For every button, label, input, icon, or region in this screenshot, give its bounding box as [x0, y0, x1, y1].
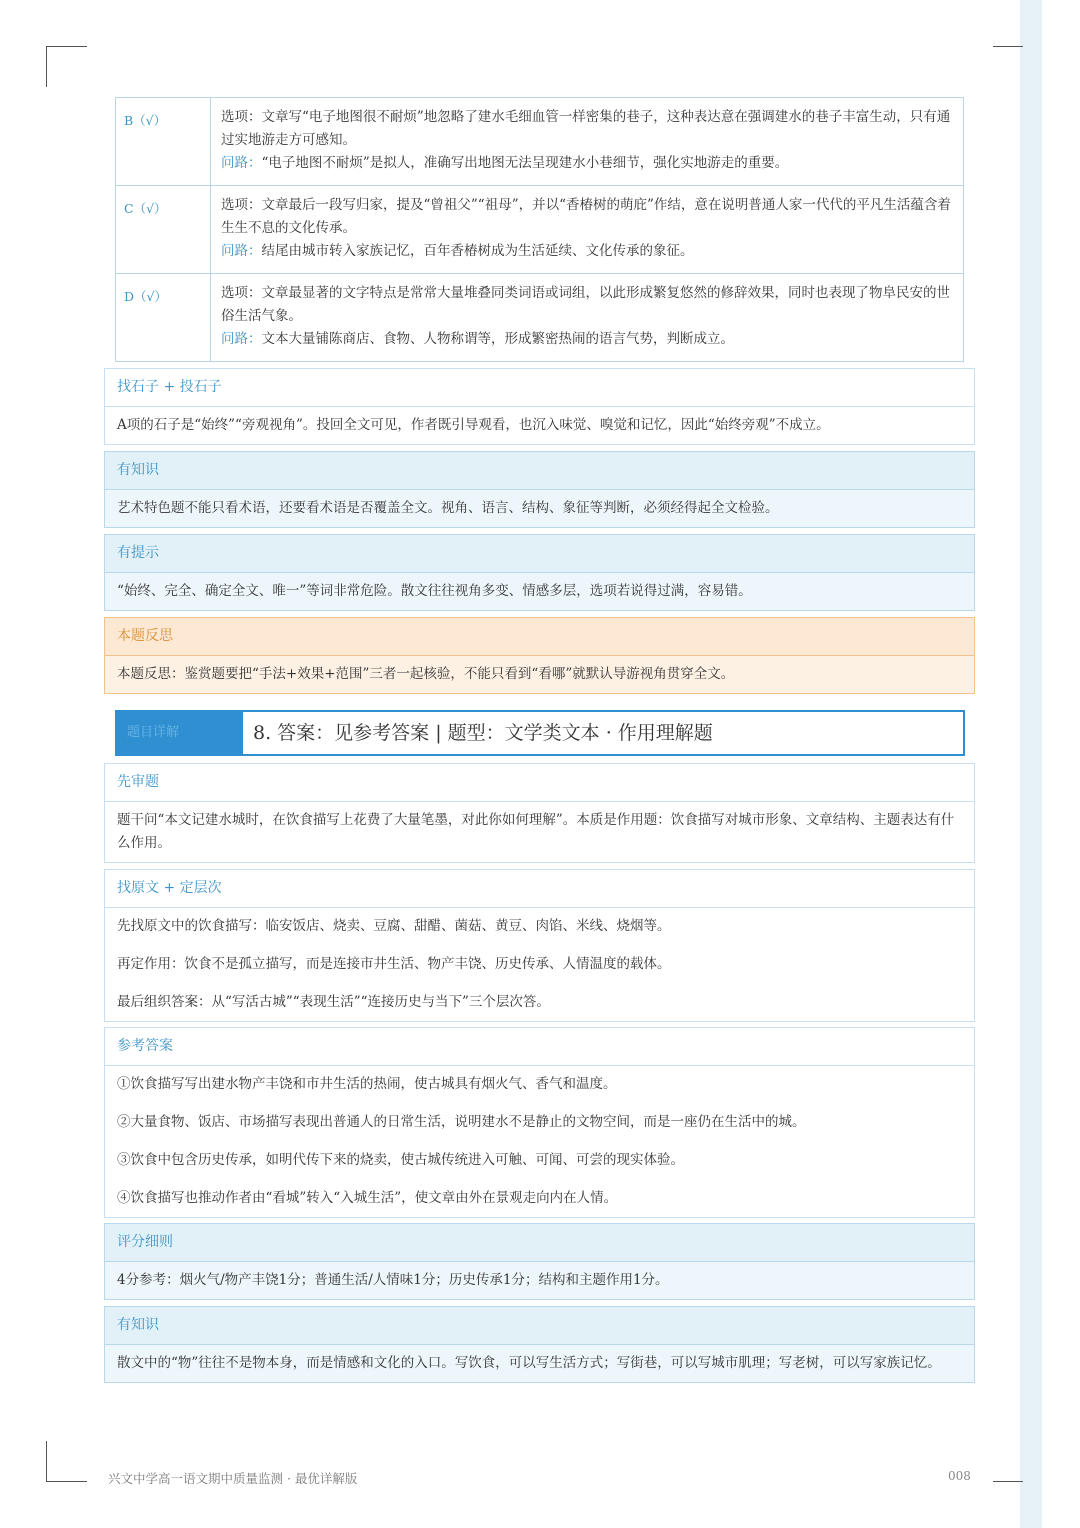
option-body — [211, 274, 964, 362]
option-label: B（√） — [116, 98, 211, 186]
option-row-d — [116, 274, 964, 362]
box-find-stones — [104, 368, 975, 445]
box-text: 散文中的“物”往往不是物本身，而是情感和文化的入口。写饮食，可以写生活方式；写街巷，可以写城市肌理；写老树，可以写家族记忆。 — [105, 1345, 974, 1382]
box-title: 有知识 — [105, 1307, 974, 1345]
crop-mark-bottom-right-h — [993, 1481, 1023, 1482]
box-title: 有提示 — [105, 535, 974, 573]
options-table — [115, 97, 964, 362]
box-scoring — [104, 1223, 975, 1300]
box-text: 本题反思：鉴赏题要把“手法+效果+范围”三者一起核验，不能只看到“看哪”就默认导游视角贯穿全文。 — [105, 656, 974, 693]
option-prefix: 选项： — [221, 197, 262, 213]
crop-mark-top-right-h — [993, 46, 1023, 47]
box-title: 评分细则 — [105, 1224, 974, 1262]
box-line: 先找原文中的饮食描写：临安饭店、烧卖、豆腐、甜醋、菌菇、黄豆、肉馅、米线、烧烟等。 — [117, 918, 671, 934]
box-title: 本题反思 — [105, 618, 974, 656]
box-title: 找原文 + 定层次 — [105, 870, 974, 908]
box-title: 先审题 — [105, 764, 974, 802]
box-line: 最后组织答案：从“写活古城”“表现生活”“连接历史与当下”三个层次答。 — [117, 994, 550, 1010]
option-label: C（√） — [116, 186, 211, 274]
box-line: ④饮食描写也推动作者由“看城”转入“入城生活”，使文章由外在景观走向内在人情。 — [117, 1190, 618, 1206]
box-text: 艺术特色题不能只看术语，还要看术语是否覆盖全文。视角、语言、结构、象征等判断，必须经得起全文检验。 — [105, 490, 974, 527]
hint-text: 文本大量铺陈商店、食物、人物称谓等，形成繁密热闹的语言气势，判断成立。 — [261, 331, 734, 347]
option-text: 文章最后一段写归家，提及“曾祖父”“祖母”，并以“香椿树的萌庇”作结，意在说明普通人家一代代的平凡生活蕴含着生生不息的文化传承。 — [221, 197, 951, 236]
box-body — [105, 1066, 974, 1217]
hint-prefix: 问路： — [221, 243, 262, 259]
option-prefix: 选项： — [221, 285, 262, 301]
question-tag: 题目详解 — [117, 712, 243, 754]
crop-mark-bottom-left-v — [46, 1441, 47, 1482]
question-title: 8. 答案：见参考答案 | 题型：文学类文本 · 作用理解题 — [253, 722, 713, 744]
box-text: “始终、完全、确定全文、唯一”等词非常危险。散文往往视角多变、情感多层，选项若说得过满，容易错。 — [105, 573, 974, 610]
option-body — [211, 186, 964, 274]
box-text: 4分参考：烟火气/物产丰饶1分；普通生活/人情味1分；历史传承1分；结构和主题作用1分。 — [105, 1262, 974, 1299]
box-line: 再定作用：饮食不是孤立描写，而是连接市井生活、物产丰饶、历史传承、人情温度的载体。 — [117, 956, 671, 972]
box-line: ③饮食中包含历史传承，如明代传下来的烧卖，使古城传统进入可触、可闻、可尝的现实体验。 — [117, 1152, 684, 1168]
option-body — [211, 98, 964, 186]
hint-text: 结尾由城市转入家族记忆，百年香椿树成为生活延续、文化传承的象征。 — [261, 243, 694, 259]
option-prefix: 选项： — [221, 109, 262, 125]
box-find-text — [104, 869, 975, 1022]
side-stripe — [1020, 0, 1042, 1528]
box-line: ②大量食物、饭店、市场描写表现出普通人的日常生活，说明建水不是静止的文物空间，而是一座仍在生活中的城。 — [117, 1114, 806, 1130]
hint-prefix: 问路： — [221, 155, 262, 171]
box-reference-answer — [104, 1027, 975, 1218]
crop-mark-top-left-h — [46, 46, 87, 47]
question-header-bar — [115, 710, 965, 756]
page-number: 008 — [948, 1469, 971, 1483]
option-label: D（√） — [116, 274, 211, 362]
box-text: 题干问“本文记建水城时，在饮食描写上花费了大量笔墨，对此你如何理解”。本质是作用题：饮食描写对城市形象、文章结构、主题表达有什么作用。 — [117, 812, 955, 851]
box-title: 有知识 — [105, 452, 974, 490]
box-title: 参考答案 — [105, 1028, 974, 1066]
crop-mark-bottom-left-h — [46, 1481, 87, 1482]
box-review-question — [104, 763, 975, 863]
box-title: 找石子 + 投石子 — [105, 369, 974, 407]
box-text: A项的石子是“始终”“旁观视角”。投回全文可见，作者既引导观看，也沉入味觉、嗅觉和记忆，因此“始终旁观”不成立。 — [117, 417, 830, 433]
footer-title: 兴文中学高一语文期中质量监测 · 最优详解版 — [108, 1471, 358, 1486]
option-text: 文章写“电子地图很不耐烦”地忽略了建水毛细血管一样密集的巷子，这种表达意在强调建水的巷子丰富生动，只有通过实地游走方可感知。 — [221, 109, 951, 148]
hint-prefix: 问路： — [221, 331, 262, 347]
box-body — [105, 908, 974, 1021]
box-line: ①饮食描写写出建水物产丰饶和市井生活的热闹，使古城具有烟火气、香气和温度。 — [117, 1076, 617, 1092]
box-tip — [104, 534, 975, 611]
box-reflection — [104, 617, 975, 694]
box-knowledge-2 — [104, 1306, 975, 1383]
option-row-b — [116, 98, 964, 186]
hint-text: “电子地图不耐烦”是拟人，准确写出地图无法呈现建水小巷细节，强化实地游走的重要。 — [261, 155, 789, 171]
option-row-c — [116, 186, 964, 274]
box-knowledge — [104, 451, 975, 528]
option-text: 文章最显著的文字特点是常常大量堆叠同类词语或词组，以此形成繁复悠然的修辞效果，同时也表现了物阜民安的世俗生活气象。 — [221, 285, 950, 324]
crop-mark-top-left-v — [46, 46, 47, 87]
